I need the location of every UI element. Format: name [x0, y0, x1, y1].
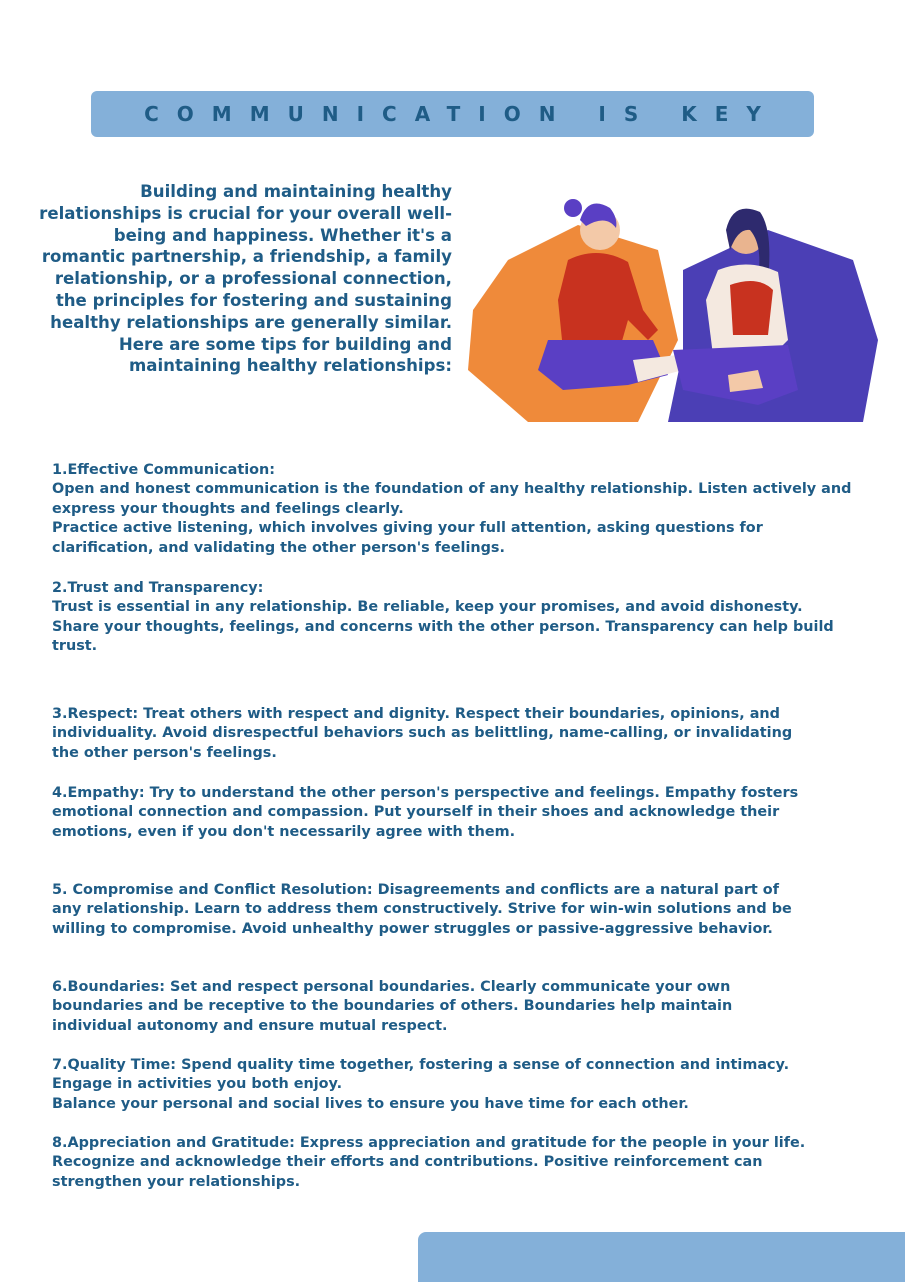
tip-compromise [52, 881, 792, 939]
tip-appreciation [52, 1134, 812, 1192]
tip-empathy [52, 784, 812, 842]
intro-paragraph: Building and maintaining healthy relationships is crucial for your overall well-being and happiness. Whether it's a romantic partnership, a friendship, a family relationship, or a professional connection, the principles for fostering and sustaining healthy relationships are generally similar. Here are some tips for building and maintaining healthy relationships: [39, 182, 452, 376]
tip-text: Open and honest communication is the foundation of any healthy relationship. Listen actively and express your thoughts and feelings clearly. [52, 481, 852, 517]
tip-text: Practice active listening, which involves giving your full attention, asking questions for clarification, and validating the other person's feelings. [52, 520, 763, 556]
left-person-hair-bun [564, 199, 582, 217]
tip-text: 7.Quality Time: Spend quality time together, fostering a sense of connection and intimacy. Engage in activities you both enjoy. [52, 1057, 790, 1093]
tip-text: 8.Appreciation and Gratitude: Express appreciation and gratitude for the people in your life. Recognize and acknowledge their efforts and contributions. Positive reinforcement can strengthen your relationships. [52, 1135, 806, 1190]
tip-boundaries [52, 978, 812, 1036]
tip-trust-transparency [52, 579, 852, 657]
tip-text: Share your thoughts, feelings, and concerns with the other person. Transparency can help build trust. [52, 618, 834, 655]
tip-effective-communication [52, 461, 852, 558]
tip-text: Trust is essential in any relationship. Be reliable, keep your promises, and avoid dishonesty. [52, 599, 803, 616]
tip-text: 4.Empathy: Try to understand the other person's perspective and feelings. Empathy fosters emotional connection and compassion. Put yourself in their shoes and acknowledge their emotions, even if you don't necessarily agree with them. [52, 785, 799, 840]
tip-heading: 1.Effective Communication: [52, 462, 276, 478]
tip-text: Balance your personal and social lives to ensure you have time for each other. [52, 1095, 689, 1112]
tip-text: 3.Respect: Treat others with respect and dignity. Respect their boundaries, opinions, and individuality. Avoid disrespectful behaviors such as belittling, name-calling, or invalidating the other person's feelings. [52, 706, 793, 761]
two-people-talking-illustration [468, 190, 878, 422]
header-banner [91, 91, 814, 137]
tip-quality-time [52, 1056, 812, 1114]
tip-text: 6.Boundaries: Set and respect personal boundaries. Clearly communicate your own boundaries and be receptive to the boundaries of others. Boundaries help maintain individual autonomy and ensure mutual respect. [52, 979, 733, 1034]
tip-respect [52, 705, 812, 763]
right-person-top [730, 281, 773, 335]
footer-decoration-bar [418, 1232, 905, 1282]
page-title: COMMUNICATION IS KEY [144, 102, 779, 126]
tip-heading: 2.Trust and Transparency: [52, 580, 264, 596]
tip-text: 5. Compromise and Conflict Resolution: Disagreements and conflicts are a natural part of any relationship. Learn to address them constructively. Strive for win-win solutions and be willing to compromise. Avoid unhealthy power struggles or passive-aggressive behavior. [52, 882, 792, 937]
